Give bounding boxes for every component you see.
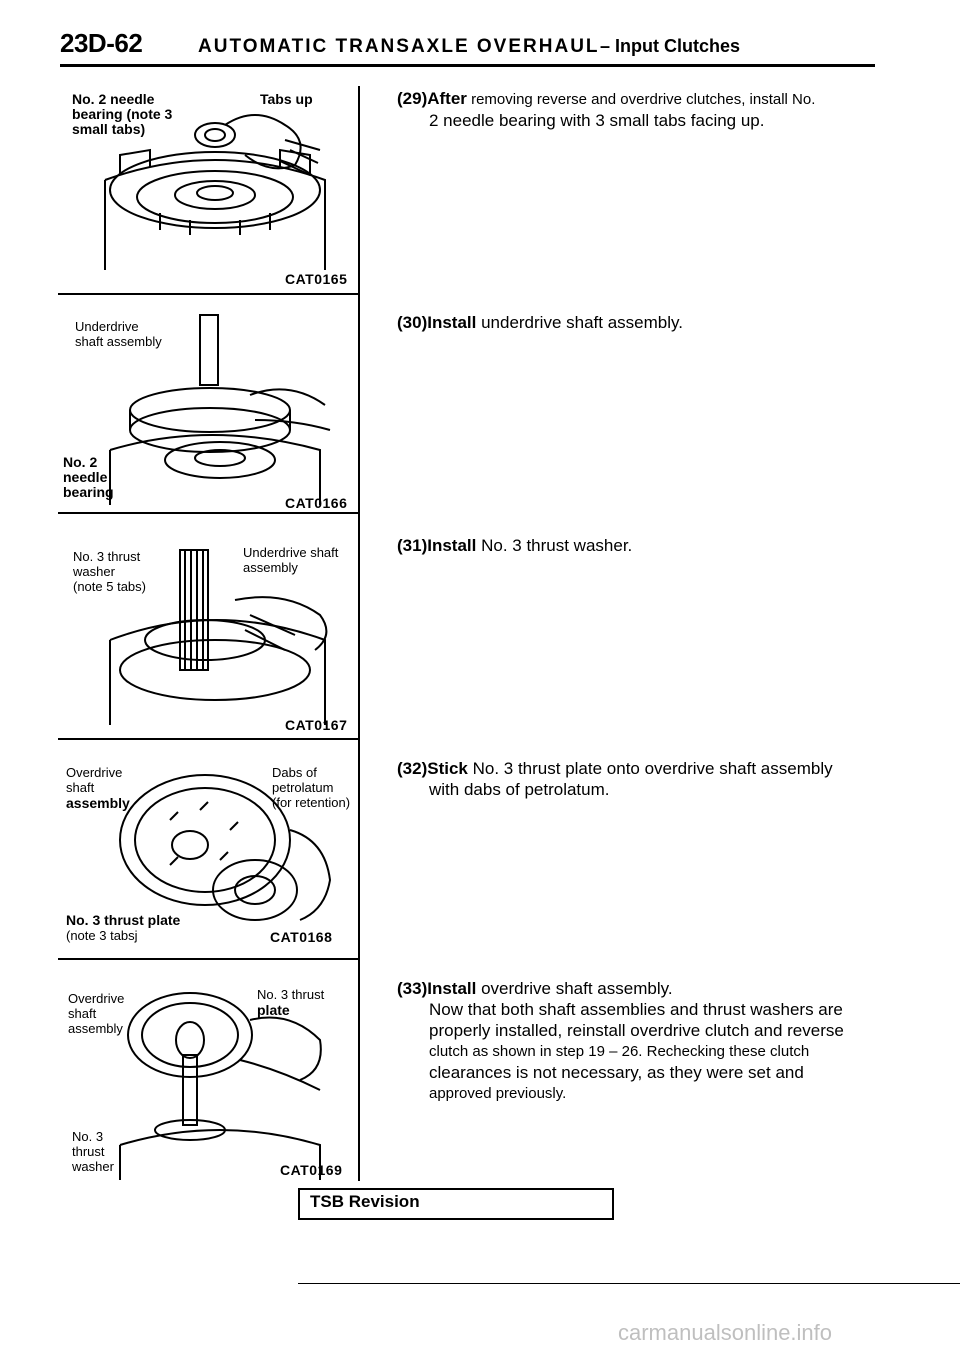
step-text: properly installed, reinstall overdrive clutch and reverse [429,1021,844,1040]
figure-divider [58,512,360,514]
step-number: (32)Stick [397,759,468,778]
step-number: (33)Install [397,979,477,998]
step-number: (29)After [397,89,467,108]
page-number: 23D-62 [60,28,143,58]
figure-label: washer [72,1159,114,1174]
figure-label: Tabs up [260,91,313,107]
figure-label: No. 2 [63,454,98,470]
figure-code: CAT0169 [280,1162,343,1178]
step-32 [397,758,862,800]
step-31 [397,535,862,556]
step-number: (31)Install [397,536,477,555]
step-number: (30)Install [397,313,477,332]
figure-label: shaft [68,1006,97,1021]
header-rule [60,64,875,67]
figure-label: (for retention) [272,795,351,810]
thrust-washer-illustration [85,540,350,735]
step-text: underdrive shaft assembly. [476,313,683,332]
figure-label: shaft assembly [75,334,162,349]
step-text: approved previously. [429,1085,567,1102]
figure-label: shaft [66,780,95,795]
figure-label: plate [257,1002,290,1018]
figure-label: assembly [68,1021,123,1036]
step-text: clearances is not necessary, as they were set and [429,1063,804,1082]
figure-label: washer [73,564,115,579]
figure-label: Overdrive [66,765,123,780]
figure-label: small tabs) [72,121,146,137]
step-text: overdrive shaft assembly. [476,979,673,998]
page-title: AUTOMATIC TRANSAXLE OVERHAUL [198,36,600,57]
figure-divider [58,293,360,295]
step-text: clutch as shown in step 19 – 26. Rechecking these clutch [429,1043,810,1060]
footer-watermark: carmanualsonline.info [618,1320,833,1345]
figure-label: No. 2 needle [72,91,155,107]
footer-rule [298,1283,960,1284]
figure-label: needle [63,469,108,485]
step-text: Now that both shaft assemblies and thrust washers are [429,1000,843,1019]
step-text: No. 3 thrust plate onto overdrive shaft assembly [467,759,833,778]
figure-label: (note 5 tabs) [73,579,146,594]
figure-label: No. 3 [72,1129,104,1144]
figure-label: Underdrive shaft [243,545,339,560]
figure-label: assembly [243,560,298,575]
figure-code: CAT0168 [270,929,333,945]
figure-label: assembly [66,795,130,811]
figure-label: No. 3 thrust plate [66,912,181,928]
step-text: 2 needle bearing with 3 small tabs facing up. [429,111,765,130]
figure-label: bearing (note 3 [72,106,173,122]
figure-divider [58,958,360,960]
step-30 [397,312,862,333]
step-29 [397,88,862,131]
figure-label: petrolatum [272,780,334,795]
figure-label: Overdrive [68,991,125,1006]
figure-code: CAT0166 [285,495,348,511]
figure-label: thrust [72,1144,105,1159]
tsb-revision-label: TSB Revision [310,1192,420,1211]
figure-label: (note 3 tabsj [66,928,138,943]
figure-label: Underdrive [75,319,139,334]
figure-label: No. 3 thrust [257,987,325,1002]
page-subtitle: – Input Clutches [600,36,741,56]
step-text: No. 3 thrust washer. [476,536,633,555]
figure-label: Dabs of [272,765,317,780]
step-text: with dabs of petrolatum. [429,780,610,799]
figure-code: CAT0165 [285,271,348,287]
overdrive-shaft-illustration [90,980,350,1180]
figure-divider [58,738,360,740]
step-text: removing reverse and overdrive clutches, install No. [466,91,816,108]
step-33 [397,978,862,1104]
figure-label: bearing [63,484,114,500]
figure-label: No. 3 thrust [73,549,141,564]
figure-code: CAT0167 [285,717,348,733]
